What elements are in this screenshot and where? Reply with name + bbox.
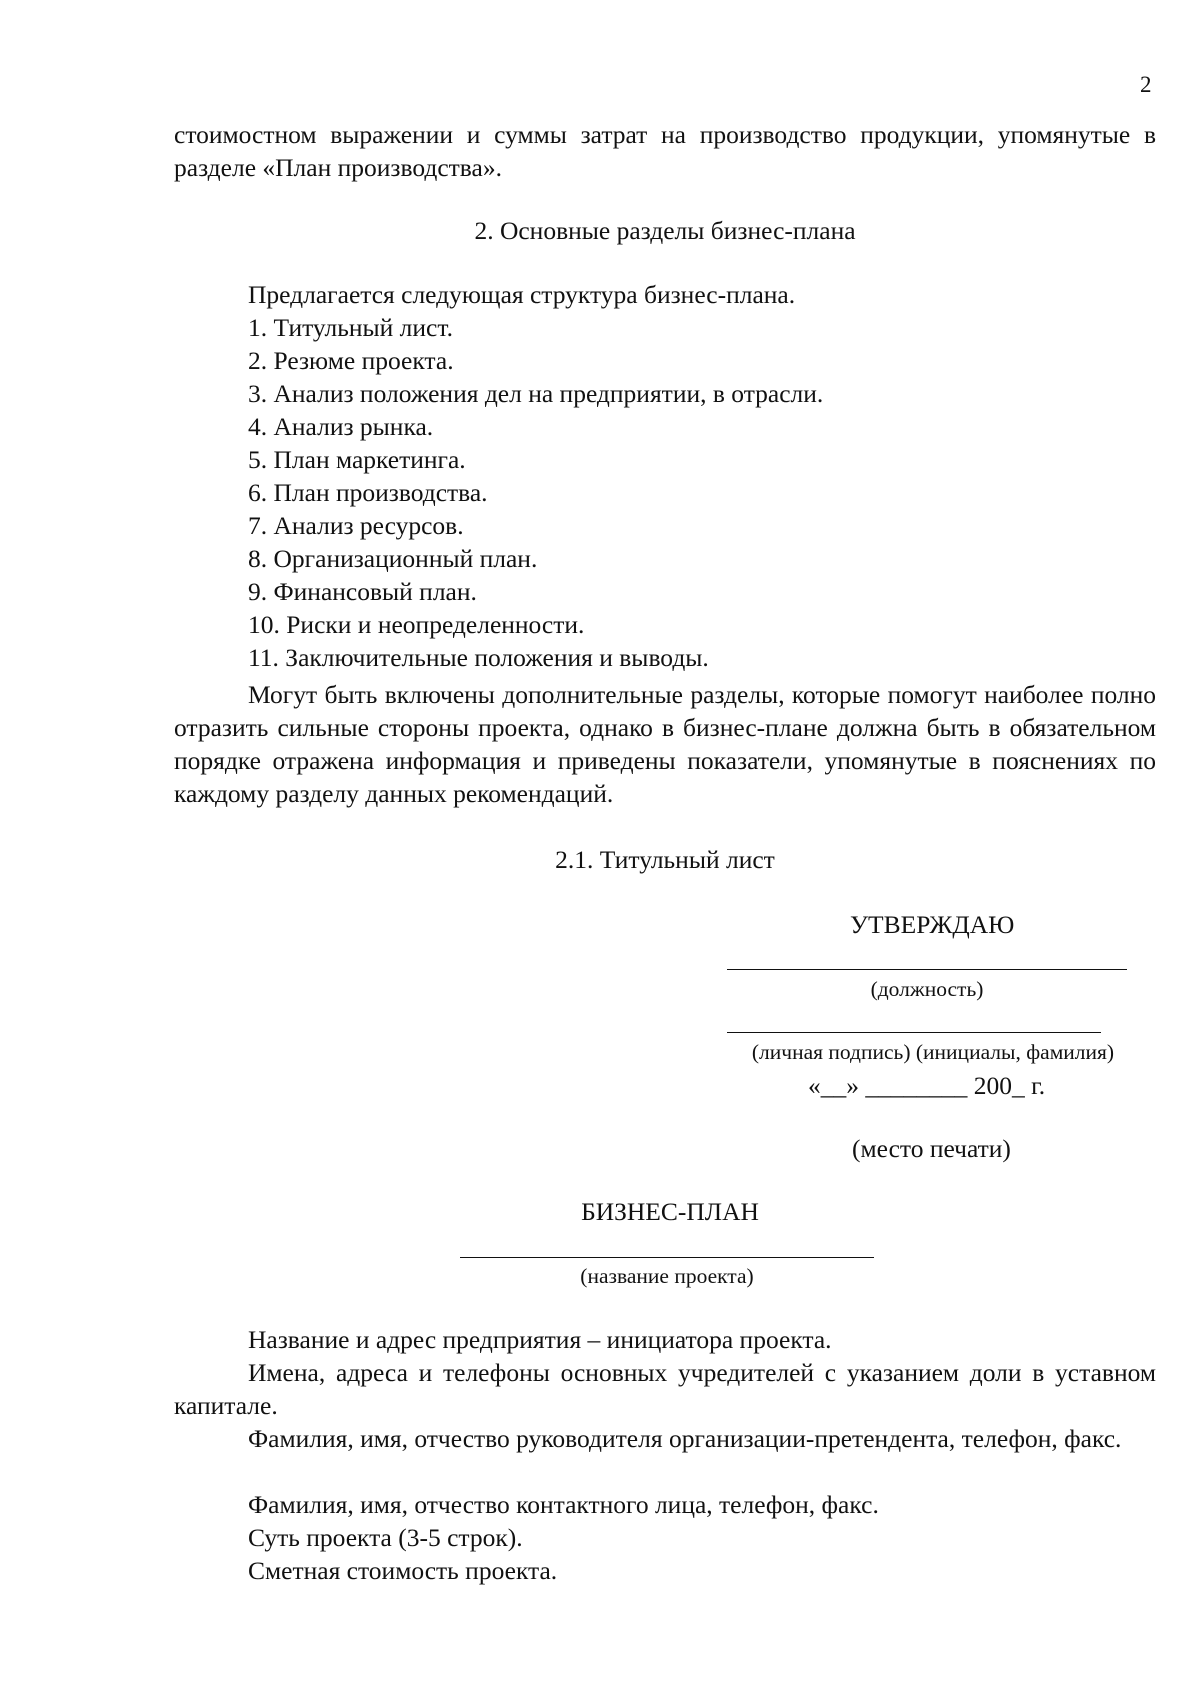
list-item: Сметная стоимость проекта. [248,1556,558,1585]
subsection-heading: 2.1. Титульный лист [555,845,775,874]
page-number: 2 [1140,72,1152,97]
additional-paragraph: Могут быть включены дополнительные разделы, которые помогут наиболее полно отразить сильные стороны проекта, однако в бизнес-плане должна быть в обязательном порядке отражена информация и приведены показатели, упомянутые в пояснениях по каждому разделу данных рекомендаций. [174,680,1156,808]
position-caption: (должность) [870,977,984,1001]
section-heading: 2. Основные разделы бизнес-плана [474,216,856,245]
project-name-caption: (название проекта) [580,1264,754,1288]
list-item: 1. Титульный лист. [248,313,453,342]
approval-title: УТВЕРЖДАЮ [850,910,1015,939]
signature-line [727,1032,1101,1033]
list-item: Имена, адреса и телефоны основных учредителей с указанием доли в уставном капитале. [174,1358,1156,1420]
intro-paragraph: стоимостном выражении и суммы затрат на производство продукции, упомянутые в разделе «План производства». [174,120,1156,182]
list-item: Фамилия, имя, отчество контактного лица, телефон, факс. [248,1490,879,1519]
seal-caption: (место печати) [852,1134,1011,1163]
list-item: 6. План производства. [248,478,488,507]
list-item: 3. Анализ положения дел на предприятии, в отрасли. [248,379,824,408]
plan-title: БИЗНЕС-ПЛАН [581,1197,759,1226]
list-item: 10. Риски и неопределенности. [248,610,585,639]
date-line: «__» ________ 200_ г. [808,1071,1046,1100]
list-item: 4. Анализ рынка. [248,412,434,441]
position-line [727,969,1127,970]
list-item: 11. Заключительные положения и выводы. [248,643,709,672]
project-name-line [460,1257,874,1258]
structure-intro: Предлагается следующая структура бизнес-плана. [248,280,796,309]
list-item: Суть проекта (3-5 строк). [248,1523,523,1552]
list-item: 5. План маркетинга. [248,445,466,474]
list-item: 2. Резюме проекта. [248,346,454,375]
list-item: Название и адрес предприятия – инициатора проекта. [248,1325,832,1354]
list-item: 8. Организационный план. [248,544,538,573]
list-item: 7. Анализ ресурсов. [248,511,464,540]
list-item: 9. Финансовый план. [248,577,477,606]
signature-caption: (личная подпись) (инициалы, фамилия) [751,1040,1115,1064]
list-item: Фамилия, имя, отчество руководителя организации-претендента, телефон, факс. [248,1424,1122,1453]
